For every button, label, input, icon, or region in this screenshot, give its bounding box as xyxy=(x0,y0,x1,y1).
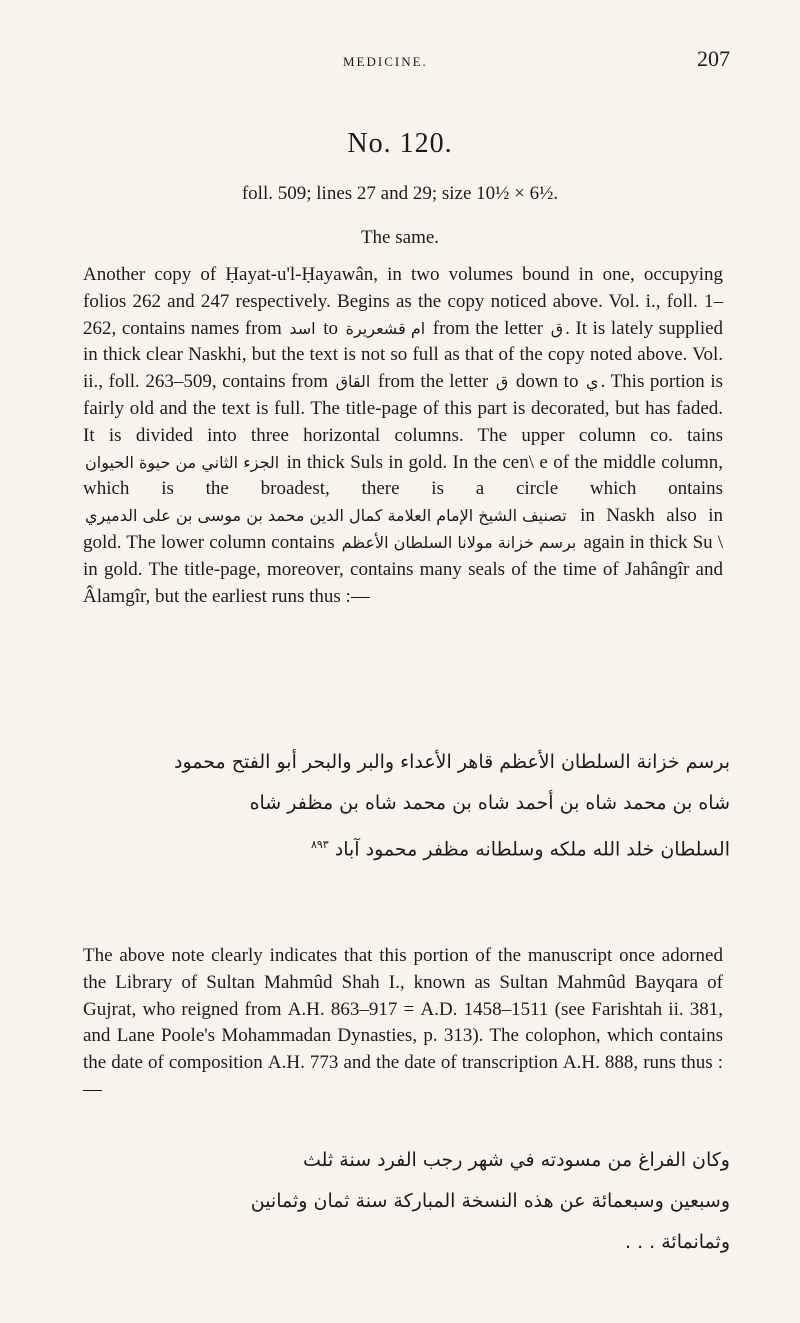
era-label: A.H. xyxy=(562,1052,600,1074)
seal-inscription xyxy=(80,742,730,870)
arabic-title-lower: برسم خزانة مولانا السلطان الأعظم xyxy=(341,532,577,552)
text-span: 888, runs thus :— xyxy=(83,1052,724,1100)
text-span: . It is lately supplied in thick clear Naskhi, but the text is not so full as that of the copy noted above. Vol. ii., foll. 263–509, contains from xyxy=(83,317,724,393)
page-number: 207 xyxy=(697,46,730,71)
text-span: Another copy of Ḥayat-u'l-Ḥayawân, in two volumes bound in one, occupying folios 262 and 247 respectively. Begins as the copy noticed above. Vol. i., foll. 1–262, contains names from xyxy=(83,264,723,339)
text-span: 1458–1511 (see Farishtah ii. 381, and Lane Poole's Mohammadan Dynasties, p. 313). The colophon, which contains the date of composition xyxy=(83,998,724,1074)
colophon-quote xyxy=(80,1140,730,1263)
commentary-paragraph xyxy=(83,943,723,1104)
text-span: to xyxy=(323,317,338,339)
text-span: The above note clearly indicates that this portion of the manuscript once adorned the Library of Sultan Mahmûd Shah I., known as Sultan Mahmûd Bayqara of Gujrat, who reigned from xyxy=(83,945,723,1020)
arabic-line: وكان الفراغ من مسودته في شهر رجب الفرد سنة ثلث xyxy=(303,1149,730,1171)
year-number: ٨٩٣ xyxy=(310,838,329,851)
text-span: in thick Suls in gold. In the cen\ e of the middle column, which is the broadest, there is a circle which ontains xyxy=(83,451,724,500)
era-label: A.H. xyxy=(287,998,325,1020)
text-span: again in thick Su \ in gold. The title-page, moreover, contains many seals of the time of Jahângîr and Âlamgîr, but the earliest runs thus :— xyxy=(83,531,724,607)
era-label: A.H. xyxy=(267,1052,305,1074)
entry-same-note: The same. xyxy=(360,227,440,248)
arabic-term: ق xyxy=(495,372,509,392)
arabic-title-middle: تصنيف الشيخ الإمام العلامة كمال الدين محمد بن موسى بن على الدميري xyxy=(85,506,567,526)
arabic-term: اسد xyxy=(289,318,316,338)
text-span: down to xyxy=(515,371,579,393)
text-span: from the letter xyxy=(432,317,544,339)
era-label: A.D. xyxy=(420,998,458,1020)
arabic-title-upper: الجزء الثاني من حيوة الحيوان xyxy=(85,452,280,472)
description-paragraph xyxy=(83,262,723,610)
entry-number: No. 120. xyxy=(347,128,453,159)
arabic-line: وسبعين وسبعمائة عن هذه النسخة المباركة سنة ثمان وثمانين xyxy=(250,1190,730,1212)
arabic-line: وثمانمائة . . . xyxy=(624,1231,730,1253)
arabic-term: ام قشعريرة xyxy=(345,318,426,338)
text-span: from the letter xyxy=(377,371,489,393)
text-span: . This portion is fairly old and the text is full. The title-page of this part is decorated, but has faded. It is divided into three horizontal columns. The upper column co. tains xyxy=(83,371,724,446)
arabic-line-text: السلطان خلد الله ملكه وسلطانه مظفر محمود آباد xyxy=(334,838,730,861)
entry-meta: foll. 509; lines 27 and 29; size 10½ × 6½. xyxy=(241,183,559,204)
arabic-line xyxy=(80,824,730,870)
text-span: in Naskh also in gold. The lower column contains xyxy=(83,505,723,553)
section-title: MEDICINE. xyxy=(343,54,428,69)
arabic-term: القاق xyxy=(335,372,371,392)
text-span: 863–917 = xyxy=(330,998,415,1020)
arabic-term: ق xyxy=(550,318,564,338)
arabic-term: ي xyxy=(586,372,599,392)
arabic-line: برسم خزانة السلطان الأعظم قاهر الأعداء والبر والبحر أبو الفتح محمود xyxy=(174,751,730,773)
arabic-line: شاه بن محمد شاه بن أحمد شاه بن محمد شاه بن مظفر شاه xyxy=(249,792,730,814)
text-span: 773 and the date of transcription xyxy=(309,1052,558,1074)
